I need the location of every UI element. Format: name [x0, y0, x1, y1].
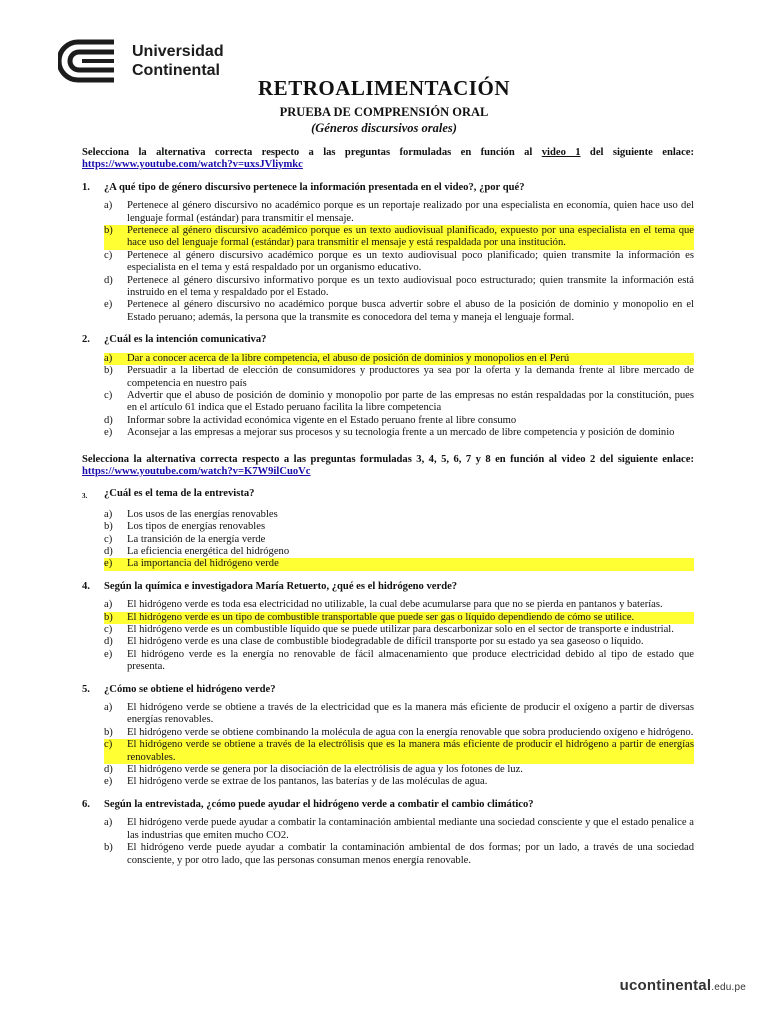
page-subtitle: PRUEBA DE COMPRENSIÓN ORAL — [279, 105, 489, 119]
logo-line-2: Continental — [132, 62, 220, 79]
option-letter: c) — [104, 624, 113, 635]
option-letter: e) — [104, 427, 113, 439]
answer-option — [82, 200, 694, 225]
answer-option — [82, 250, 694, 275]
instruction-video-1 — [82, 147, 694, 172]
option-letter: c) — [82, 739, 127, 764]
question-number: 3. — [82, 492, 88, 501]
option-text: El hidrógeno verde es una clase de combustible biodegradable de difícil transporte por su estado ya sea gaseoso o líquido. — [127, 636, 644, 648]
option-text: Pertenece al género discursivo académico porque es un texto audiovisual poco planificado; quien transmite la información es especialista en el tema y está respaldado por un organismo educativo. — [127, 249, 694, 274]
option-text: Pertenece al género discursivo no académico porque es un reportaje realizado por una especialista en economía, quien hace uso del lenguaje formal (estándar) para transmitir el mensaje. — [127, 200, 694, 224]
page-title: RETROALIMENTACIÓN — [258, 76, 510, 100]
question-6 — [82, 799, 694, 811]
instruction-video-2 — [82, 454, 694, 479]
question-number: 4. — [82, 580, 90, 592]
option-letter: a) — [104, 508, 113, 520]
options-list — [82, 599, 694, 673]
options-list — [82, 702, 694, 789]
answer-option — [82, 649, 694, 674]
answer-option — [82, 299, 694, 324]
question-2 — [82, 334, 694, 346]
option-text: Pertenece al género discursivo académico porque es un texto audiovisual planificado, expuesto por una especialista en el tema que hace uso del lenguaje formal (estándar) para transmitir el mensaje y está respaldada por una institución. — [127, 225, 694, 249]
question-1 — [82, 182, 694, 194]
question-text: ¿Cuál es la intención comunicativa? — [104, 334, 267, 346]
answer-option — [82, 558, 694, 570]
option-text: El hidrógeno verde es la energía no renovable de fácil almacenamiento que produce electricidad debido al tipo de estado que presenta. — [127, 648, 694, 673]
footer-brand-name: ucontinental — [619, 977, 712, 994]
answer-option — [82, 546, 694, 558]
question-3 — [82, 488, 694, 502]
instruction-1-text: Selecciona la alternativa correcta respecto a las preguntas formuladas en función al — [82, 147, 542, 158]
option-text: El hidrógeno verde es un combustible líquido que se puede utilizar para descarbonizar solo en el sector de transporte e industrial. — [127, 624, 674, 635]
option-text: El hidrógeno verde es toda esa electricidad no utilizable, la cual debe acumularse para que no se pierda en pantanos y baterías. — [127, 599, 663, 611]
option-text: El hidrógeno verde se obtiene a través de la electrólisis que es la manera más eficiente de producir el hidrógeno a partir de energías renovables. — [127, 739, 694, 763]
option-letter: a) — [104, 702, 113, 714]
answer-option — [82, 817, 694, 842]
instruction-2-text: Selecciona la alternativa correcta respecto a las preguntas formuladas 3, 4, 5, 6, 7 y 8 en función al video 2 del siguiente enlace: — [82, 453, 694, 465]
option-letter: c) — [104, 533, 113, 545]
document-body — [82, 147, 694, 867]
option-letter: c) — [104, 249, 113, 261]
question-5 — [82, 684, 694, 696]
option-text: Dar a conocer acerca de la libre competencia, el abuso de posición de dominios y monopolios en el Perú — [127, 353, 694, 365]
question-number: 5. — [82, 683, 90, 695]
option-letter: b) — [104, 726, 113, 738]
video-2-link[interactable]: https://www.youtube.com/watch?v=K7W9ilCuoVc — [82, 465, 311, 477]
option-letter: d) — [104, 764, 113, 776]
answer-option — [82, 636, 694, 648]
option-letter: b) — [104, 521, 113, 533]
logo-line-1: Universidad — [132, 43, 224, 60]
answer-option — [82, 739, 694, 764]
answer-option — [82, 365, 694, 390]
option-letter: a) — [104, 599, 113, 611]
option-letter: e) — [104, 299, 113, 311]
option-text: Informar sobre la actividad económica vigente en el Estado peruano frente al libre consumo — [127, 414, 517, 426]
option-letter: d) — [104, 545, 113, 557]
questions-block-video-1 — [82, 182, 694, 440]
answer-option — [82, 509, 694, 521]
option-text: Pertenece al género discursivo informativo porque es un texto audiovisual poco estructurado; quien transmite la información está instruido en el tema y respaldado por el Estado. — [127, 274, 694, 299]
option-letter: e) — [104, 776, 113, 788]
option-letter: e) — [104, 648, 113, 660]
question-number: 1. — [82, 181, 90, 193]
footer-brand — [620, 977, 746, 994]
option-letter: b) — [82, 612, 127, 624]
option-letter: a) — [104, 200, 113, 212]
questions-block-video-2 — [82, 488, 694, 867]
option-letter: d) — [104, 274, 113, 286]
answer-option — [82, 702, 694, 727]
options-list — [82, 509, 694, 571]
video-1-link[interactable]: https://www.youtube.com/watch?v=uxsJVliymkc — [82, 159, 303, 171]
question-text: ¿A qué tipo de género discursivo pertenece la información presentada en el video?, ¿por qué? — [104, 181, 525, 193]
option-text: El hidrógeno verde se obtiene combinando la molécula de agua con la energía renovable que sobra produciendo oxígeno e hidrógeno. — [127, 726, 694, 738]
answer-option — [82, 624, 694, 636]
answer-option — [82, 353, 694, 365]
option-text: La transición de la energía verde — [127, 533, 266, 545]
answer-option — [82, 612, 694, 624]
options-list — [82, 200, 694, 324]
option-letter: d) — [104, 414, 113, 426]
option-text: La eficiencia energética del hidrógeno — [127, 545, 290, 557]
option-letter: e) — [82, 558, 127, 570]
option-text: El hidrógeno verde se extrae de los pantanos, las baterías y de las moléculas de agua. — [127, 776, 488, 788]
option-text: Los tipos de energías renovables — [127, 521, 266, 533]
answer-option — [82, 599, 694, 611]
option-text: Advertir que el abuso de posición de dominio y monopolio por parte de las empresas no están respaldadas por la constitución, pues en el artículo 61 indica que el Estado peruano facilita la libre competencia — [127, 389, 694, 414]
option-text: El hidrógeno verde se obtiene a través de la electricidad que es la manera más eficiente de producir el oxígeno a partir de diversas energías renovables. — [127, 702, 694, 726]
answer-option — [82, 776, 694, 788]
option-letter: b) — [104, 842, 113, 854]
question-number: 2. — [82, 334, 90, 346]
question-text: Según la entrevistada, ¿cómo puede ayudar el hidrógeno verde a combatir el cambio climático? — [104, 798, 534, 810]
option-text: El hidrógeno verde puede ayudar a combatir la contaminación ambiental de dos formas; por un lado, a través de una sociedad consciente, y por otro lado, que las personas consuman menos energía renovable. — [127, 842, 694, 866]
option-letter: b) — [82, 225, 127, 250]
option-letter: b) — [104, 365, 113, 377]
question-text: Según la química e investigadora María Retuerto, ¿qué es el hidrógeno verde? — [104, 580, 458, 592]
answer-option — [82, 842, 694, 867]
option-letter: a) — [82, 353, 127, 365]
footer-domain: .edu.pe — [711, 982, 746, 993]
instruction-1-text-end: del siguiente enlace: — [580, 147, 695, 158]
answer-option — [82, 727, 694, 739]
answer-option — [82, 225, 694, 250]
question-4 — [82, 581, 694, 593]
question-text: ¿Cuál es el tema de la entrevista? — [104, 488, 255, 500]
instruction-1-video-label: video 1 — [541, 147, 581, 158]
option-text: La importancia del hidrógeno verde — [127, 558, 694, 570]
option-letter: a) — [104, 817, 113, 829]
answer-option — [82, 521, 694, 533]
option-text: Los usos de las energías renovables — [127, 508, 278, 520]
page-subtitle-genre: (Géneros discursivos orales) — [311, 121, 457, 135]
question-number: 6. — [82, 798, 90, 810]
options-list — [82, 817, 694, 867]
answer-option — [82, 415, 694, 427]
answer-option — [82, 390, 694, 415]
options-list — [82, 353, 694, 440]
option-text: El hidrógeno verde se genera por la disociación de la electrólisis de agua y los fotones de luz. — [127, 764, 523, 776]
question-text: ¿Cómo se obtiene el hidrógeno verde? — [104, 683, 276, 695]
option-letter: d) — [104, 636, 113, 648]
answer-option — [82, 534, 694, 546]
option-text: Pertenece al género discursivo no académico porque busca advertir sobre el abuso de la posición de dominio y monopolio en el Estado peruano; además, la persona que la transmite es conocedora del tema y maneja el lenguaje formal. — [127, 299, 694, 323]
option-text: Persuadir a la libertad de elección de consumidores y productores ya sea por la oferta y la demanda frente al libre mercado de competencia en nuestro país — [127, 365, 694, 389]
answer-option — [82, 275, 694, 300]
option-text: El hidrógeno verde es un tipo de combustible transportable que puede ser gas o líquido dependiendo de cómo se utilice. — [127, 612, 694, 624]
option-letter: c) — [104, 389, 113, 401]
option-text: Aconsejar a las empresas a mejorar sus procesos y su tecnología frente a un mercado de libre competencia y posición de dominio — [127, 427, 675, 439]
option-text: El hidrógeno verde puede ayudar a combatir la contaminación ambiental mediante una sociedad consciente y que el estado penalice a las industrias que emiten mucho CO2. — [127, 817, 694, 841]
answer-option — [82, 427, 694, 439]
answer-option — [82, 764, 694, 776]
